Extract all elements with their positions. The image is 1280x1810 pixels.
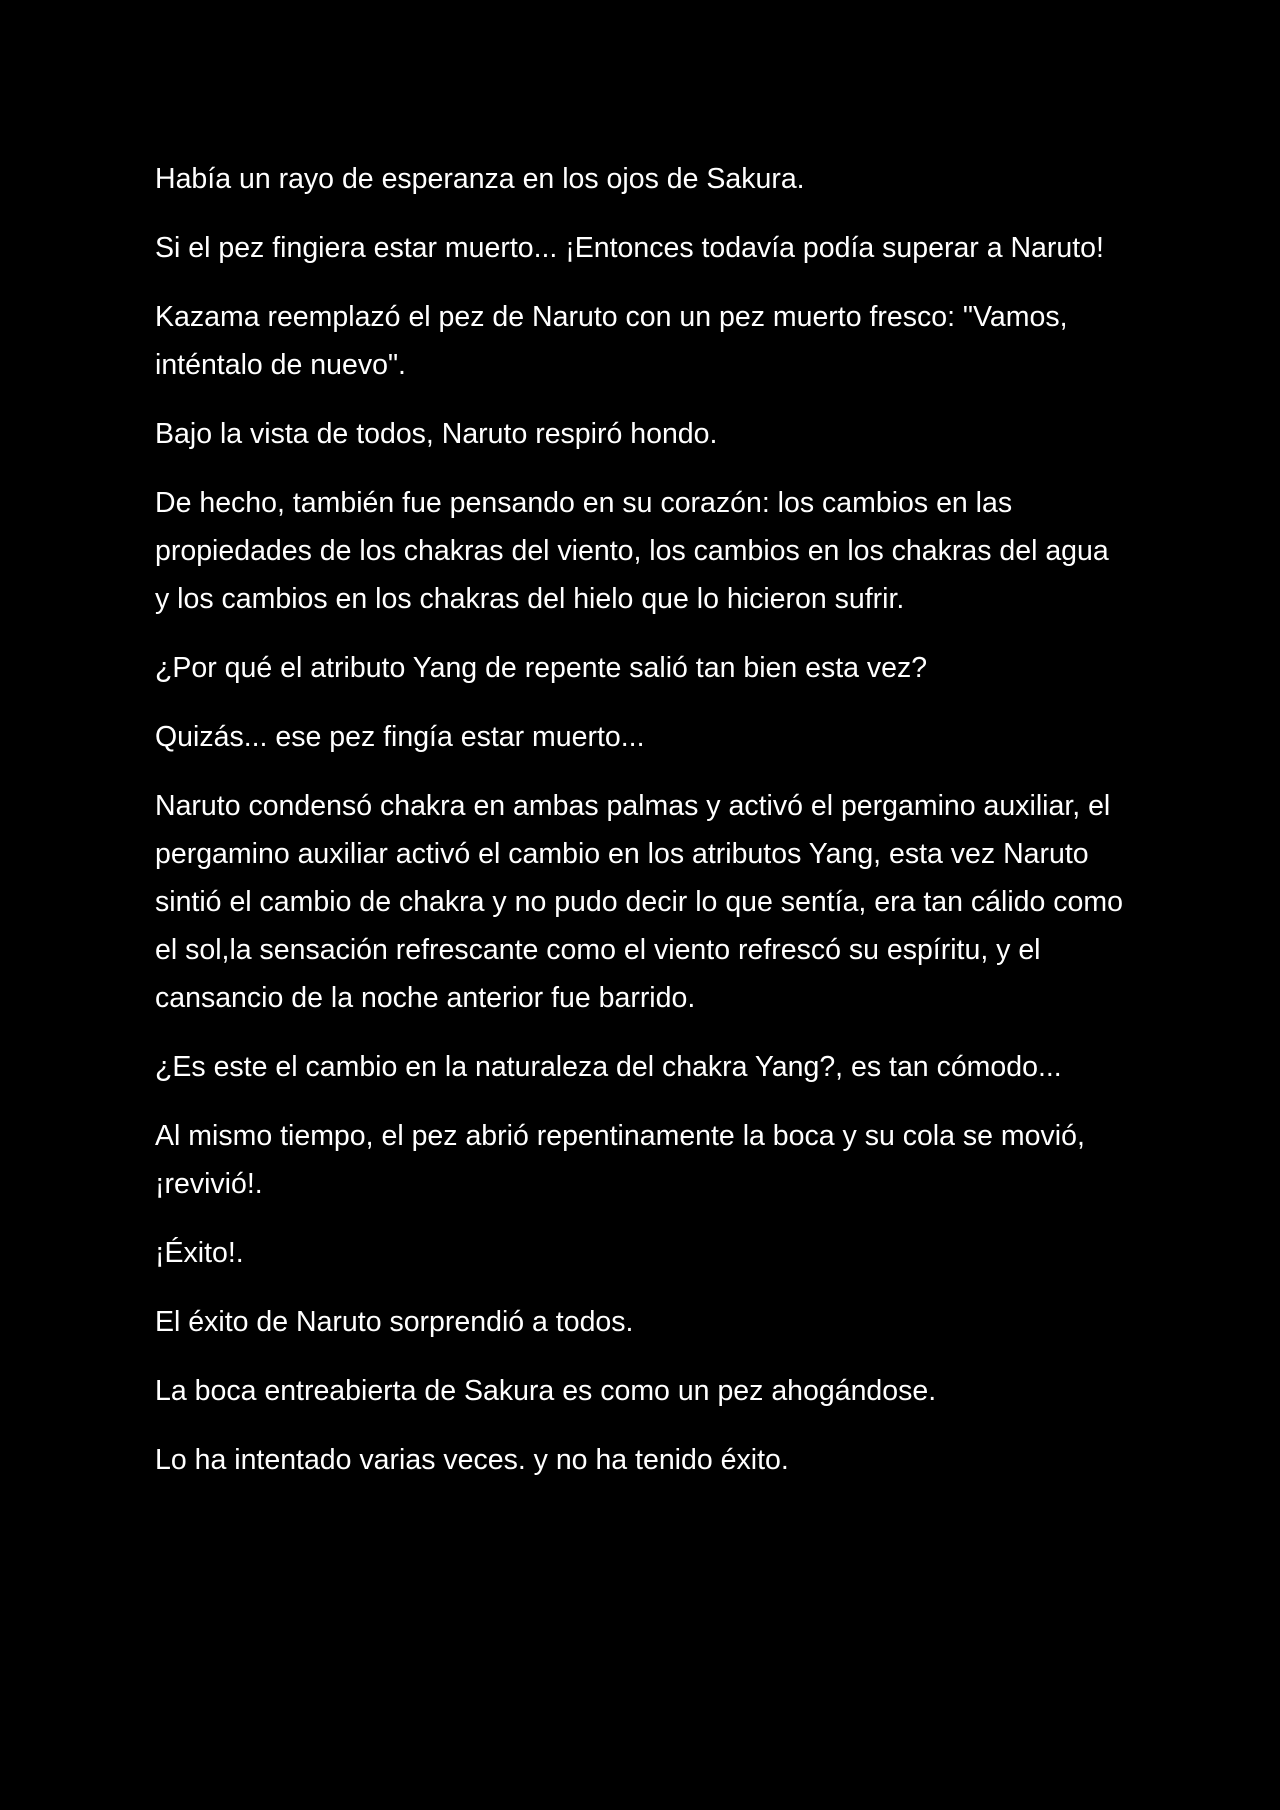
- paragraph-4: Bajo la vista de todos, Naruto respiró hondo.: [155, 418, 718, 450]
- paragraph-9: ¿Es este el cambio en la naturaleza del chakra Yang?, es tan cómodo...: [155, 1051, 1062, 1083]
- paragraph-6: ¿Por qué el atributo Yang de repente salió tan bien esta vez?: [155, 652, 928, 684]
- paragraph-3: Kazama reemplazó el pez de Naruto con un pez muerto fresco: "Vamos, inténtalo de nuevo".: [155, 301, 1068, 381]
- paragraph-7: Quizás... ese pez fingía estar muerto...: [155, 721, 645, 753]
- paragraph-1: Había un rayo de esperanza en los ojos de Sakura.: [155, 163, 805, 195]
- paragraph-10: Al mismo tiempo, el pez abrió repentinamente la boca y su cola se movió, ¡revivió!.: [155, 1120, 1085, 1200]
- paragraph-14: Lo ha intentado varias veces. y no ha tenido éxito.: [155, 1444, 789, 1476]
- paragraph-8: Naruto condensó chakra en ambas palmas y activó el pergamino auxiliar, el pergamino auxiliar activó el cambio en los atributos Yang, esta vez Naruto sintió el cambio de chakra y no pudo decir lo que sentía, era tan cálido como el sol,la sensación refrescante como el viento refrescó su espíritu, y el cansancio de la noche anterior fue barrido.: [155, 790, 1123, 1014]
- paragraph-5: De hecho, también fue pensando en su corazón: los cambios en las propiedades de los chakras del viento, los cambios en los chakras del agua y los cambios en los chakras del hielo que lo hicieron sufrir.: [155, 487, 1109, 615]
- story-text: [155, 155, 1130, 1505]
- paragraph-2: Si el pez fingiera estar muerto... ¡Entonces todavía podía superar a Naruto!: [155, 232, 1104, 264]
- paragraph-12: El éxito de Naruto sorprendió a todos.: [155, 1306, 634, 1338]
- paragraph-11: ¡Éxito!.: [155, 1237, 244, 1269]
- paragraph-13: La boca entreabierta de Sakura es como un pez ahogándose.: [155, 1375, 937, 1407]
